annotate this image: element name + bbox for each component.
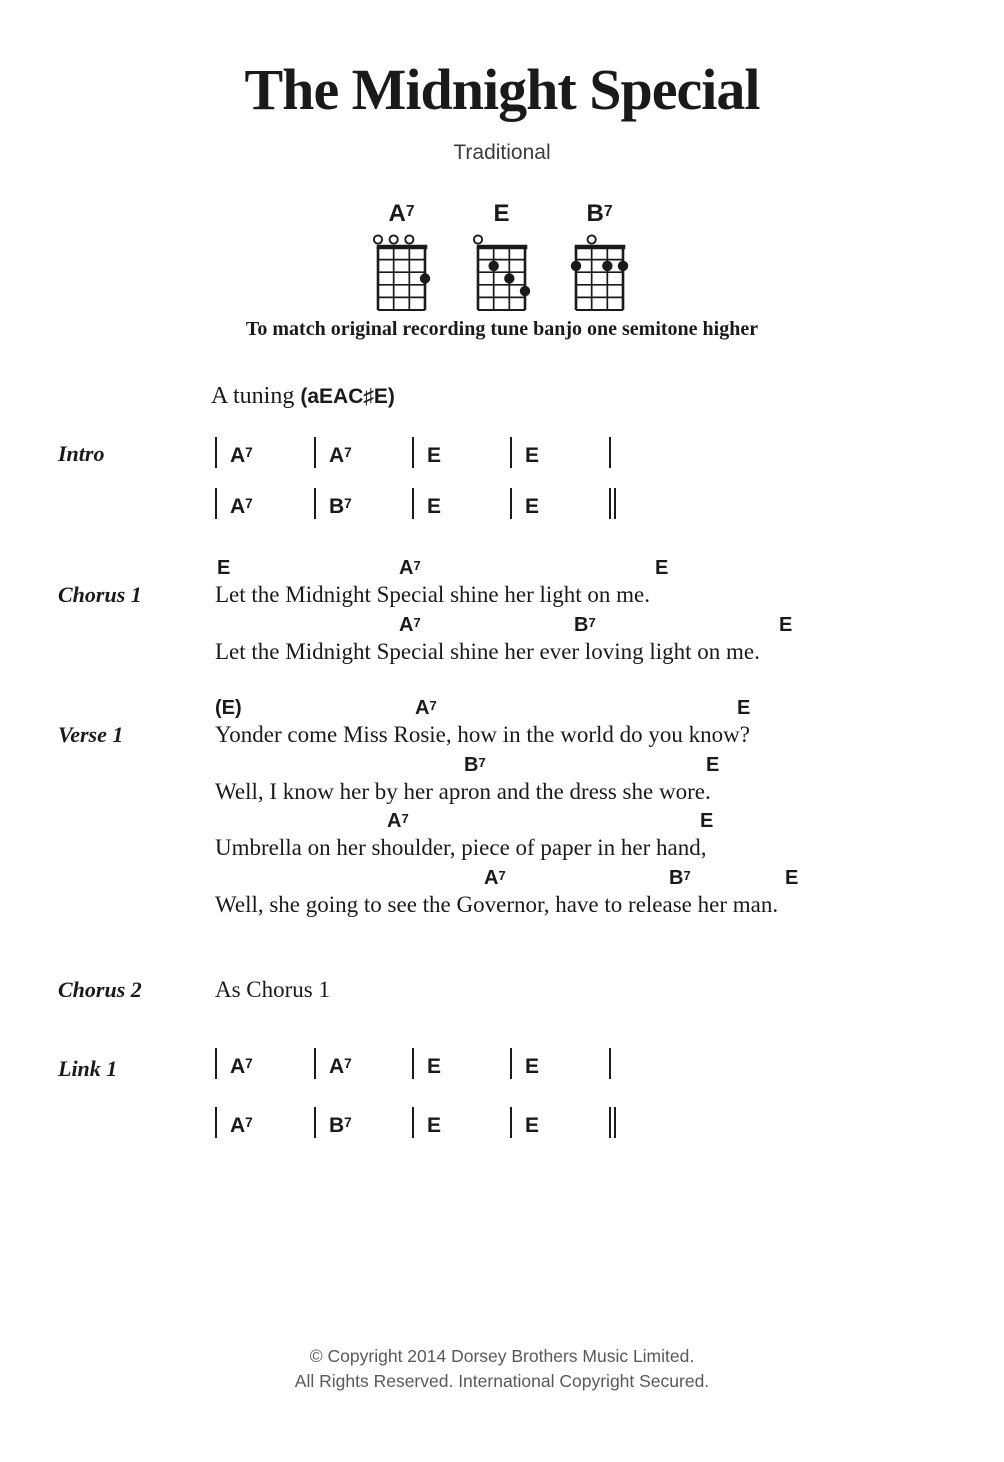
barline-end: [609, 1107, 611, 1138]
lyric-line: Well, I know her by her apron and the dress she wore.: [215, 779, 711, 804]
chord-grid: [372, 233, 432, 313]
chord-diagram-label: E: [493, 200, 510, 227]
barline-end-double: [614, 1107, 616, 1138]
chord-symbol: E: [217, 557, 231, 579]
barline-end: [609, 488, 611, 519]
chord-symbol: $A^7$: [230, 495, 253, 518]
chord-symbol: $B^7$: [464, 754, 486, 776]
barline: [412, 1107, 414, 1138]
chord-symbol: $A^7$: [230, 1055, 253, 1078]
section-label-link-1: Link 1: [58, 1056, 118, 1081]
barline: [215, 437, 217, 468]
lyric-line: Let the Midnight Special shine her ever loving light on me.: [215, 639, 760, 664]
chord-symbol: E: [700, 810, 714, 832]
bar-row: [215, 437, 617, 468]
chord-diagram-label: $B^7$: [586, 200, 613, 227]
chord-symbol: $A^7$: [399, 614, 421, 636]
chord-symbol: E: [737, 697, 751, 719]
chord-symbol: $B^7$: [574, 614, 596, 636]
chord-symbol: $B^7$: [669, 867, 691, 889]
chord-symbol: E: [785, 867, 799, 889]
bar-row: [215, 1107, 617, 1138]
footer-line-1: © Copyright 2014 Dorsey Brothers Music Limited.: [309, 1346, 695, 1366]
barline: [412, 1048, 414, 1079]
chord-symbol: E: [525, 1114, 540, 1137]
lyric-line: Yonder come Miss Rosie, how in the world do you know?: [215, 722, 750, 747]
chord-diagram-label: $A^7$: [388, 200, 415, 227]
chord-symbol: E: [525, 1055, 540, 1078]
barline: [510, 437, 512, 468]
section-label-chorus-1: Chorus 1: [58, 582, 142, 607]
barline: [314, 1107, 316, 1138]
barline: [510, 1107, 512, 1138]
chord-symbol: E: [706, 754, 720, 776]
chord-symbol: $A^7$: [329, 1055, 352, 1078]
chord-symbol: E: [779, 614, 793, 636]
section-text: As Chorus 1: [215, 977, 331, 1002]
chord-symbol: $A^7$: [329, 444, 352, 467]
barline: [215, 488, 217, 519]
bar-row: [215, 488, 617, 519]
chord-symbol: E: [427, 444, 442, 467]
footer-line-2: All Rights Reserved. International Copyright Secured.: [294, 1371, 710, 1391]
page-subtitle: Traditional: [453, 141, 551, 164]
bar-row: [215, 1048, 617, 1079]
chord-symbol: E: [525, 444, 540, 467]
chord-grid: [570, 233, 630, 313]
tuning-value: (aEAC♯E): [300, 385, 395, 408]
barline: [412, 437, 414, 468]
tuning-instruction: To match original recording tune banjo one semitone higher: [245, 318, 759, 340]
chord-symbol: $A^7$: [399, 557, 421, 579]
chord-grid: [472, 233, 532, 313]
chord-diagram-e: [472, 233, 532, 318]
tuning-label: A tuning: [211, 383, 295, 409]
chord-symbol: E: [655, 557, 669, 579]
chord-symbol: (E): [215, 697, 242, 719]
barline: [215, 1107, 217, 1138]
chord-symbol: $B^7$: [329, 495, 352, 518]
barline: [215, 1048, 217, 1079]
chord-symbol: $A^7$: [387, 810, 409, 832]
chord-symbol: $A^7$: [230, 444, 253, 467]
barline: [314, 1048, 316, 1079]
barline-end: [609, 1048, 611, 1079]
barline: [314, 488, 316, 519]
barline: [412, 488, 414, 519]
chord-symbol: $A^7$: [230, 1114, 253, 1137]
barline: [510, 488, 512, 519]
page-title: The Midnight Special: [244, 57, 760, 122]
lyric-line: Umbrella on her shoulder, piece of paper in her hand,: [215, 835, 707, 860]
chord-diagram-a7: [372, 233, 432, 318]
section-label-verse-1: Verse 1: [58, 722, 124, 747]
section-label-intro: Intro: [58, 441, 105, 466]
barline-end: [609, 437, 611, 468]
chord-symbol: E: [427, 495, 442, 518]
barline: [314, 437, 316, 468]
chord-symbol: $A^7$: [415, 697, 437, 719]
chord-symbol: $A^7$: [484, 867, 506, 889]
chord-diagram-b7: [570, 233, 630, 318]
chord-symbol: E: [427, 1055, 442, 1078]
barline-end-double: [614, 488, 616, 519]
tuning-note: [211, 383, 395, 410]
chord-symbol: E: [525, 495, 540, 518]
lyric-line: Well, she going to see the Governor, have to release her man.: [215, 892, 779, 917]
barline: [510, 1048, 512, 1079]
lyric-line: Let the Midnight Special shine her light on me.: [215, 582, 651, 607]
chord-symbol: E: [427, 1114, 442, 1137]
section-label-chorus-2: Chorus 2: [58, 977, 142, 1002]
chord-symbol: $B^7$: [329, 1114, 352, 1137]
